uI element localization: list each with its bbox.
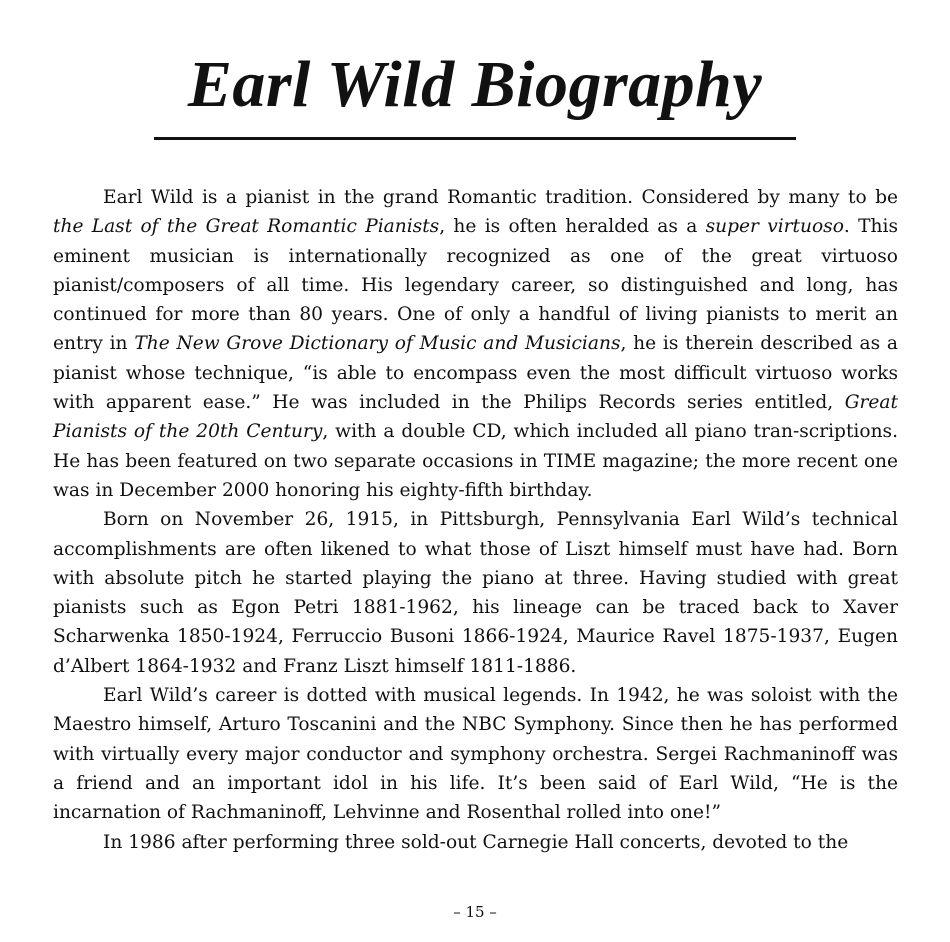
- italic-title-run: super virtuoso: [705, 216, 844, 238]
- text-run: . This eminent musician is internationally recognized as one of the great virtuoso pianist/composers of all time. His legendary career, so distinguished and long, has continued for more than 80 years. One of only a handful of living pianists to merit an entry in: [53, 216, 898, 355]
- italic-title-run: Great Pianists of the 20th Century: [53, 392, 898, 443]
- italic-title-run: the Last of the Great Romantic Pianists: [53, 216, 440, 238]
- text-run: Born on November 26, 1915, in Pittsburgh, Pennsylvania Earl Wild’s technical accomplishments are often likened to what those of Liszt himself must have had. Born with absolute pitch he started playing the piano at three. Having studied with great pianists such as Egon Petri 1881-1962, his lineage can be traced back to Xaver Scharwenka 1850-1924, Ferruccio Busoni 1866-1924, Maurice Ravel 1875-1937, Eugen d’Albert 1864-1932 and Franz Liszt himself 1811-1886.: [53, 509, 898, 677]
- text-run: In 1986 after performing three sold-out Carnegie Hall concerts, devoted to the: [103, 831, 849, 853]
- biography-text: [53, 183, 898, 857]
- text-run: , he is often heralded as a: [439, 216, 706, 238]
- title-underline: [154, 137, 796, 140]
- body-paragraph: [53, 681, 898, 827]
- text-run: Earl Wild is a pianist in the grand Romantic tradition. Considered by many to be: [103, 187, 898, 208]
- page-title: Earl Wild Biography: [187, 48, 763, 121]
- text-run: , with a double CD, which included all piano tran-scriptions. He has been featured on two separate occasions in TIME magazine; the more recent one was in December 2000 honoring his eighty-fifth birthday.: [53, 421, 898, 501]
- italic-title-run: The New Grove Dictionary of Music and Musicians: [134, 333, 621, 355]
- body-paragraph: [53, 828, 898, 857]
- text-run: , he is therein described as a pianist whose technique, “is able to encompass even the most difficult virtuoso works with apparent ease.” He was included in the Philips Records series entitled,: [53, 333, 898, 414]
- page-number: – 15 –: [453, 903, 497, 921]
- body-paragraph: [53, 183, 898, 505]
- text-run: Earl Wild’s career is dotted with musical legends. In 1942, he was soloist with the Maestro himself, Arturo Toscanini and the NBC Symphony. Since then he has performed with virtually every major conductor and symphony orchestra. Sergei Rachmaninoff was a friend and an important idol in his life. It’s been said of Earl Wild, “He is the incarnation of Rachmaninoff, Lehvinne and Rosenthal rolled into one!”: [53, 685, 898, 824]
- body-paragraph: [53, 505, 898, 681]
